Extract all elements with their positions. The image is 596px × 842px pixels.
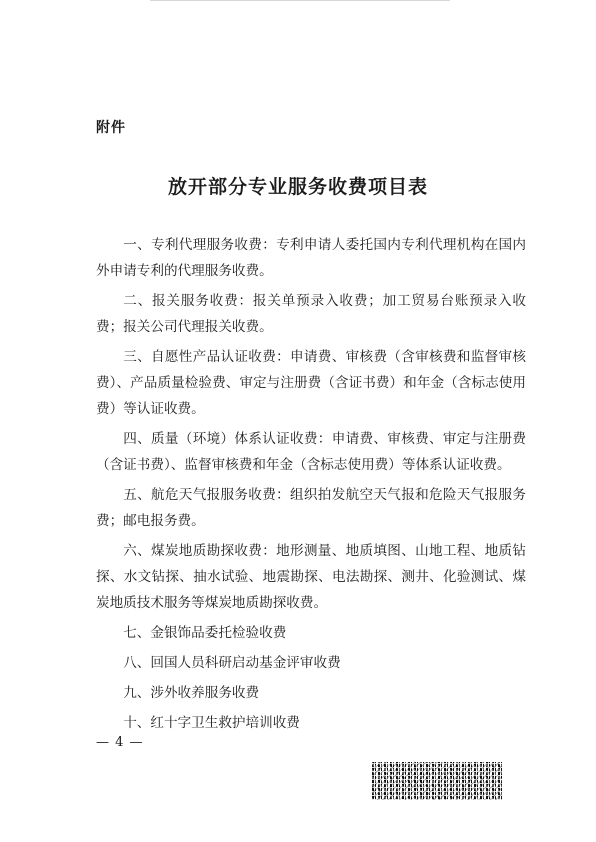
- page-number: — 4 —: [96, 735, 144, 750]
- fee-item-8: 八、回国人员科研启动基金评审收费: [123, 655, 341, 671]
- fee-item-4: 四、质量（环境）体系认证收费：申请费、审核费、审定与注册费（含证书费）、监督审核费和年金（含标志使用费）等体系认证收费。: [96, 431, 526, 473]
- fee-item-10: 十、红十字卫生救护培训收费: [123, 715, 300, 731]
- fee-item-2: 二、报关服务收费：报关单预录入收费；加工贸易台账预录入收费；报关公司代理报关收费。: [96, 293, 526, 335]
- attachment-label: 附件: [96, 120, 126, 136]
- fee-item-1: 一、专利代理服务收费：专利申请人委托国内专利代理机构在国内外申请专利的代理服务收费。: [96, 237, 526, 279]
- top-scan-line: [150, 0, 450, 1]
- fee-item-list: [96, 232, 526, 740]
- document-title: 放开部分专业服务收费项目表: [167, 176, 428, 198]
- fee-item-7: 七、金银饰品委托检验收费: [123, 625, 287, 641]
- barcode-icon: [372, 762, 502, 800]
- fee-item-3: 三、自愿性产品认证收费：申请费、审核费（含审核费和监督审核费）、产品质量检验费、审定与注册费（含证书费）和年金（含标志使用费）等认证收费。: [96, 349, 526, 417]
- fee-item-9: 九、涉外收养服务收费: [123, 685, 260, 701]
- fee-item-5: 五、航危天气报服务收费：组织拍发航空天气报和危险天气报服务费；邮电报务费。: [96, 487, 526, 529]
- fee-item-6: 六、煤炭地质勘探收费：地形测量、地质填图、山地工程、地质钻探、水文钻探、抽水试验、地震勘探、电法勘探、测井、化验测试、煤炭地质技术服务等煤炭地质勘探收费。: [96, 543, 526, 611]
